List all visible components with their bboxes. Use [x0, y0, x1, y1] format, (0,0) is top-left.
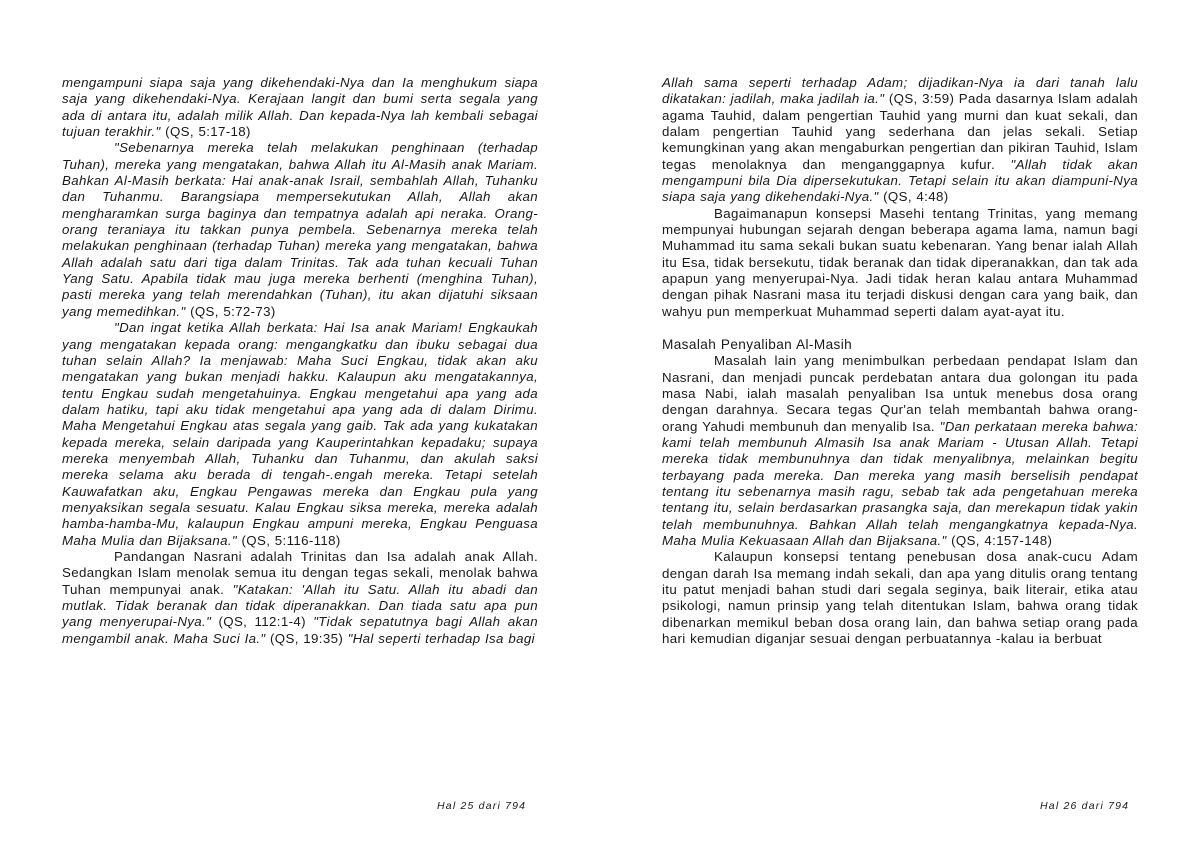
- section-heading: Masalah Penyaliban Al-Masih: [662, 337, 853, 353]
- paragraph: Masalah lain yang menimbulkan perbedaan pendapat Islam dan Nasrani, dan menjadi puncak perdebatan antara dua golongan itu pada masa Nabi, ialah masalah penyaliban Isa untuk menebus dosa orang dengan darahnya. Secara tegas Qur'an telah membantah bahwa orang-orang Yahudi membunuh dan menyalib Isa. "Dan perkataan mereka bahwa: kami telah membunuh Almasih Isa anak Mariam - Utusan Allah. Tetapi mereka tidak membunuhnya dan tidak menyalibnya, melainkan begitu terbayang pada mereka. Dan mereka yang masih berselisih pendapat tentang itu sebenarnya masih ragu, sebab tak ada pengetahuan mereka tentang itu, selain berdasarkan prasangka saja, dan merekapun tidak yakin telah membunuhnya. Bahkan Allah telah mengangkatnya kepada-Nya. Maha Mulia Kekuasaan Allah dan Bijaksana." (QS, 4:157-148): [662, 353, 1138, 548]
- page-number-left: Hal 25 dari 794: [437, 800, 527, 812]
- page-number-right: Hal 26 dari 794: [1040, 800, 1130, 812]
- paragraph: Allah sama seperti terhadap Adam; dijadikan-Nya ia dari tanah lalu dikatakan: jadilah, maka jadilah ia." (QS, 3:59) Pada dasarnya Islam adalah agama Tauhid, dalam pengertian Tauhid yang murni dan kuat sekali, dan dalam pengertian Tauhid yang sederhana dan jelas sekali. Setiap kemungkinan yang akan mengaburkan pengertian dan pikiran Tauhid, Islam tegas menolaknya dan menganggapnya kufur. "Allah tidak akan mengampuni bila Dia dipersekutukan. Tetapi selain itu akan diampuni-Nya siapa saja yang dikehendaki-Nya." (QS, 4:48): [662, 75, 1138, 205]
- paragraph: mengampuni siapa saja yang dikehendaki-Nya dan Ia menghukum siapa saja yang dikehendaki-Nya. Kerajaan langit dan bumi serta segala yang ada di antara itu, adalah milik Allah. Dan kepada-Nya lah kembali sebagai tujuan terakhir." (QS, 5:17-18): [62, 75, 538, 140]
- right-page: [662, 75, 1138, 647]
- paragraph: Pandangan Nasrani adalah Trinitas dan Isa adalah anak Allah. Sedangkan Islam menolak semua itu dengan tegas sekali, menolak bahwa Tuhan mempunyai anak. "Katakan: 'Allah itu Satu. Allah itu abadi dan mutlak. Tidak beranak dan tidak diperanakkan. Dan tiada satu apa pun yang menyerupai-Nya." (QS, 112:1-4) "Tidak sepatutnya bagi Allah akan mengambil anak. Maha Suci Ia." (QS, 19:35) "Hal seperti terhadap Isa bagi: [62, 548, 538, 646]
- paragraph: "Dan ingat ketika Allah berkata: Hai Isa anak Mariam! Engkaukah yang mengatakan kepada orang: mengangkatku dan ibuku sebagai dua tuhan selain Allah? Ia menjawab: Maha Suci Engkau, tidak akan aku mengatakan yang bukan menjadi hakku. Kalaupun aku mengatakannya, tentu Engkau sudah mengetahuinya. Engkau mengetahui apa yang ada dalam hatiku, tapi aku tidak mengetahui apa yang ada di dalam Dirimu. Maha Mengetahui Engkau atas segala yang gaib. Tak ada yang kukatakan kepada mereka, selain daripada yang Kauperintahkan kepadaku; supaya mereka menyembah Allah, Tuhanku dan Tuhanmu, dan akulah saksi mereka selama aku berada di tengah-.engah mereka. Tetapi setelah Kauwafatkan aku, Engkau Pengawas mereka dan Engkau pula yang menyaksikan segala sesuatu. Kalau Engkau siksa mereka, mereka adalah hamba-hamba-Mu, kalaupun Engkau ampuni mereka, Engkau Penguasa Maha Mulia dan Bijaksana." (QS, 5:116-118): [62, 320, 538, 548]
- left-page-text: [62, 75, 538, 647]
- right-page-text: [662, 75, 1138, 647]
- paragraph: Kalaupun konsepsi tentang penebusan dosa anak-cucu Adam dengan darah Isa memang indah sekali, dan apa yang ditulis orang tentang itu patut menjadi bahan studi dari segala seginya, baik literair, etika atau psikologi, namun prinsip yang telah ditentukan Islam, bahwa orang tidak dibenarkan memikul beban dosa orang lain, dan bahwa setiap orang pada hari kemudian diganjar sesuai dengan perbuatannya -kalau ia berbuat: [662, 549, 1138, 646]
- paragraph: "Sebenarnya mereka telah melakukan penghinaan (terhadap Tuhan), mereka yang mengatakan, bahwa Allah itu Al-Masih anak Mariam. Bahkan Al-Masih berkata: Hai anak-anak Israil, sembahlah Allah, Tuhanku dan Tuhanmu. Barangsiapa mempersekutukan Allah, Allah akan mengharamkan surga baginya dan tempatnya adalah api neraka. Orang-orang teraniaya itu takkan punya pembela. Sebenarnya mereka telah melakukan penghinaan (terhadap Tuhan) mereka yang mengatakan, bahwa Allah adalah satu dari tiga dalam Trinitas. Tak ada tuhan kecuali Tuhan Yang Satu. Apabila tidak mau juga mereka berhenti (menghina Tuhan), pasti mereka yang telah merendahkan (Tuhan), itu akan dijatuhi siksaan yang memedihkan." (QS, 5:72-73): [62, 140, 538, 319]
- paragraph: Bagaimanapun konsepsi Masehi tentang Trinitas, yang memang mempunyai hubungan sejarah dengan beberapa agama lama, namun bagi Muhammad itu sama sekali bukan suatu kebenaran. Yang benar ialah Allah itu Esa, tidak bersekutu, tidak beranak dan tidak diperanakkan, dan tak ada apapun yang menyerupai-Nya. Jadi tidak heran kalau antara Muhammad dengan pihak Nasrani masa itu terjadi diskusi dengan cara yang baik, dan wahyu pun memperkuat Muhammad seperti dalam ayat-ayat itu.: [662, 205, 1138, 319]
- left-page: [62, 75, 538, 647]
